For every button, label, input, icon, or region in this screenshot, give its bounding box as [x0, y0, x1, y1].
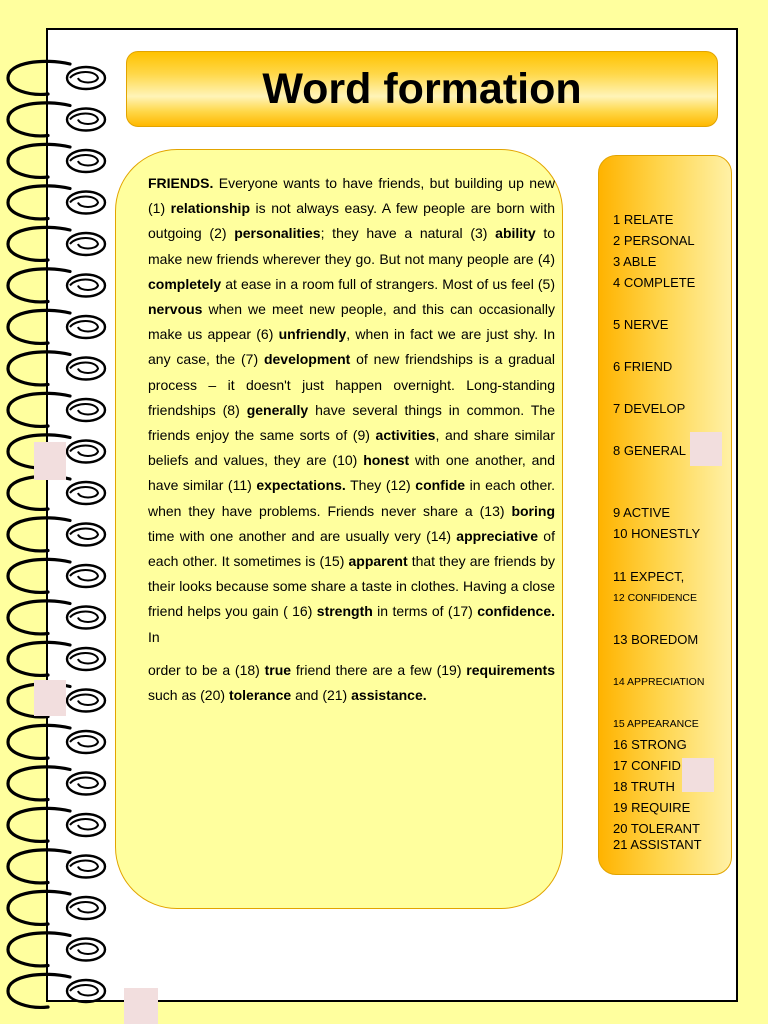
text-run: In [148, 628, 160, 645]
answer-word: boring [511, 502, 555, 519]
answer-word: confidence. [477, 603, 556, 620]
text-run: such as (20) [148, 687, 229, 704]
page-title: Word formation [262, 64, 582, 113]
word-list-item: 18 TRUTH [613, 779, 675, 794]
text-run: in terms of (17) [372, 603, 478, 620]
text-run: and (21) [291, 687, 352, 704]
pink-square [124, 988, 158, 1024]
word-list-item: 21 ASSISTANT [613, 837, 702, 852]
word-list-item: 4 COMPLETE [613, 275, 696, 290]
answer-word: expectations. [256, 477, 346, 494]
text-run: have several things in common. The friends enjoy the same sorts of (9) [148, 401, 556, 444]
answer-word: ability [495, 225, 536, 242]
text-run: Everyone wants to have friends, but building up new (1) [148, 175, 555, 217]
spiral-ring [8, 933, 105, 966]
spiral-ring [8, 891, 105, 924]
word-list-item: 14 APPRECIATION [613, 676, 705, 688]
answer-word: development [263, 351, 351, 368]
word-list-item: 1 RELATE [613, 212, 674, 227]
text-run: that they are friends by their looks because some share a taste in clothes. Having a close friend helps you gain ( 16) [148, 553, 555, 620]
exercise-paragraph-2 [148, 658, 555, 708]
word-list-item: 11 EXPECT, [613, 569, 685, 584]
spiral-ring [8, 103, 105, 136]
answer-word: tolerance [228, 687, 292, 704]
spiral-ring [8, 642, 105, 675]
answer-word: FRIENDS. [148, 175, 214, 191]
word-list-item: 5 NERVE [613, 317, 669, 332]
text-run: is not always easy. A few people are born with outgoing (2) [148, 200, 555, 242]
word-list-item: 2 PERSONAL [613, 233, 695, 248]
word-list-item: 19 REQUIRE [613, 800, 691, 815]
spiral-binding [0, 0, 110, 1024]
spiral-ring [8, 269, 105, 302]
pink-square [690, 432, 722, 466]
exercise-paragraph-1 [148, 171, 555, 650]
pink-square [34, 680, 66, 716]
spiral-ring [8, 476, 105, 509]
answer-word: nervous [148, 301, 203, 318]
word-list-item: 6 FRIEND [613, 359, 673, 374]
answer-word: assistance. [351, 687, 427, 704]
text-run: friend there are a few (19) [291, 661, 467, 678]
spiral-ring [8, 518, 105, 551]
word-list-item: 10 HONESTLY [613, 526, 701, 541]
text-run: , and share similar beliefs and values, they are (10) [148, 427, 555, 469]
answer-word: requirements [466, 661, 555, 678]
answer-word: completely [148, 275, 222, 292]
answer-word: strength [316, 603, 373, 620]
text-run: They (12) [345, 477, 416, 494]
answer-word: appreciative [456, 527, 539, 544]
spiral-ring [8, 352, 105, 385]
spiral-ring [8, 601, 105, 634]
text-run: when we meet new people, and this can occasionally make us appear (6) [148, 301, 555, 343]
spiral-ring [8, 144, 105, 177]
answer-word: activities [375, 427, 436, 444]
answer-word: generally [246, 401, 309, 418]
text-run: with one another, and have similar (11) [148, 452, 555, 494]
spiral-ring [8, 310, 105, 343]
word-list-item: 9 ACTIVE [613, 505, 671, 520]
spiral-ring [8, 808, 105, 841]
answer-word: confide [415, 477, 466, 494]
word-list-item: 16 STRONG [613, 737, 687, 752]
answer-word: apparent [348, 553, 408, 570]
word-list [613, 0, 733, 1024]
text-run: at ease in a room full of strangers. Most of us feel (5) [221, 275, 555, 292]
text-run: time with one another and are usually very (14) [148, 527, 457, 544]
text-run: in each other. when they have problems. Friends never share a (13) [148, 477, 556, 519]
text-run: of each other. It sometimes is (15) [148, 527, 555, 570]
answer-word: unfriendly [278, 326, 347, 343]
text-run: , when in fact we are just shy. In any case, the (7) [148, 326, 555, 368]
exercise-text [148, 171, 555, 708]
spiral-ring [8, 61, 105, 94]
spiral-ring [8, 186, 105, 219]
word-list-item: 17 CONFID [613, 758, 681, 773]
answer-word: honest [363, 452, 410, 469]
spiral-ring [8, 227, 105, 260]
text-run: ; they have a natural (3) [320, 225, 496, 242]
spiral-ring [8, 559, 105, 592]
text-run: of new friendships is a gradual process – it doesn't just happen overnight. Long-standing friendships (8) [148, 351, 555, 418]
word-list-item: 15 APPEARANCE [613, 718, 699, 730]
spiral-ring [8, 393, 105, 426]
pink-square [682, 758, 714, 792]
answer-word: personalities [234, 225, 321, 242]
word-list-item: 8 GENERAL [613, 443, 686, 458]
word-list-item: 7 DEVELOP [613, 401, 686, 416]
word-list-item: 12 CONFIDENCE [613, 592, 698, 604]
spiral-ring [8, 850, 105, 883]
answer-word: relationship [170, 200, 251, 217]
answer-word: true [264, 661, 292, 678]
spiral-ring [8, 974, 105, 1007]
text-run: to make new friends wherever they go. But not many people are (4) [148, 225, 555, 267]
text-run: order to be a (18) [148, 661, 265, 678]
spiral-ring [8, 767, 105, 800]
word-list-item: 13 BOREDOM [613, 632, 699, 647]
pink-square [34, 442, 66, 480]
spiral-ring [8, 725, 105, 758]
word-list-item: 3 ABLE [613, 254, 657, 269]
word-list-item: 20 TOLERANT [613, 821, 700, 836]
